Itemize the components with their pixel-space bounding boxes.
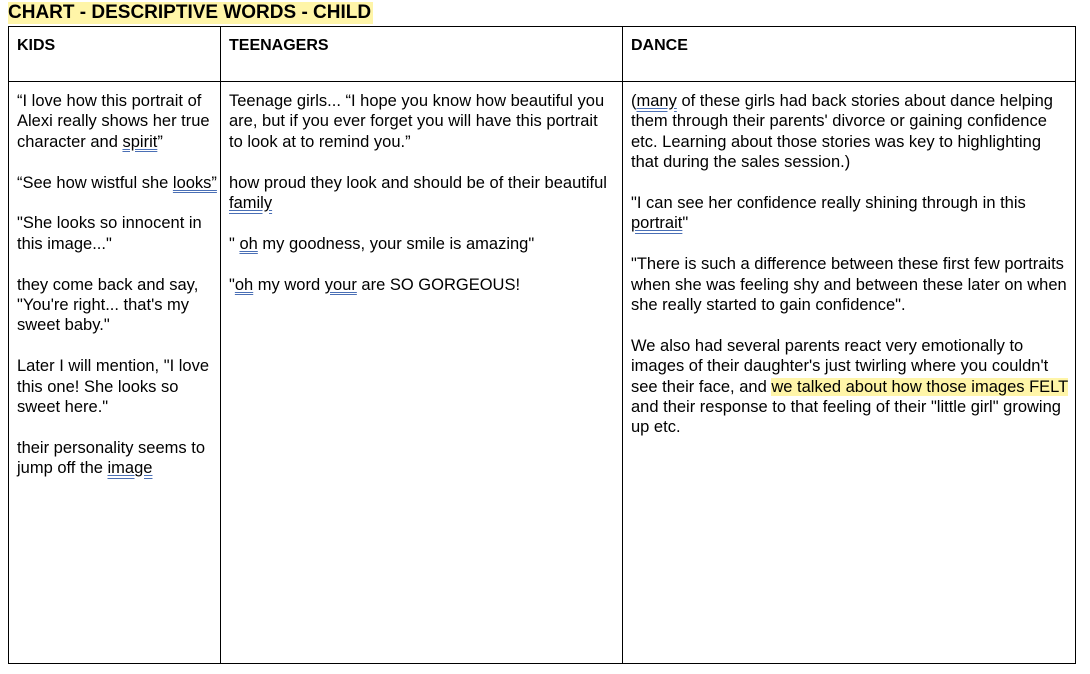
spellcheck-word: spirit bbox=[122, 132, 158, 151]
spellcheck-word: your bbox=[324, 275, 357, 294]
kids-quote-2: “See how wistful she looks” bbox=[17, 173, 217, 192]
dance-note-1: (many of these girls had back stories about dance helping them through their parents' divorce or gaining confidence etc. Learning about those stories was key to highlighting that during the sales session.) bbox=[631, 92, 1053, 172]
kids-quote-1: “I love how this portrait of Alexi really shows her true character and spirit” bbox=[17, 92, 210, 151]
dance-quote-3: "There is such a difference between these first few portraits when she was feeling shy and between these later on when she really started to gain confidence". bbox=[631, 255, 1067, 315]
cell-teenagers bbox=[229, 91, 614, 315]
header-row-divider bbox=[9, 81, 1075, 82]
spellcheck-word: many bbox=[636, 92, 677, 110]
highlighted-text: we talked about how those images FELT bbox=[771, 377, 1068, 396]
teens-quote-4: "oh my word your are SO GORGEOUS! bbox=[229, 275, 521, 294]
spellcheck-word: oh bbox=[234, 275, 254, 294]
kids-quote-4: they come back and say, "You're right... that's my sweet baby." bbox=[17, 275, 199, 335]
kids-quote-5: Later I will mention, "I love this one! She looks so sweet here." bbox=[17, 357, 210, 417]
spellcheck-word: portrait bbox=[631, 214, 683, 233]
cell-kids bbox=[17, 91, 217, 499]
column-divider bbox=[622, 27, 623, 663]
document-title: CHART - DESCRIPTIVE WORDS - CHILD bbox=[8, 2, 372, 23]
spellcheck-word: image bbox=[107, 459, 153, 478]
header-dance: DANCE bbox=[631, 37, 688, 54]
dance-quote-2: "I can see her confidence really shining through in this portrait" bbox=[631, 194, 1026, 233]
header-kids: KIDS bbox=[17, 37, 56, 54]
spellcheck-word: family bbox=[229, 194, 273, 213]
descriptive-words-table bbox=[8, 26, 1076, 664]
dance-note-4: We also had several parents react very emotionally to images of their daughter's just twirling where you couldn't see their face, and we talked about how those images FELT and their response to that feeling of their "little girl" growing up etc. bbox=[631, 336, 1068, 437]
cell-dance bbox=[631, 91, 1069, 458]
spellcheck-word: oh bbox=[239, 234, 258, 253]
teens-quote-1: Teenage girls... “I hope you know how beautiful you are, but if you ever forget you will have this portrait to look at to remind you.” bbox=[229, 92, 605, 151]
spellcheck-word: looks” bbox=[172, 173, 217, 192]
kids-quote-6: their personality seems to jump off the image bbox=[17, 438, 206, 478]
column-divider bbox=[220, 27, 221, 663]
teens-quote-2: how proud they look and should be of their beautiful family bbox=[229, 173, 607, 213]
kids-quote-3: "She looks so innocent in this image..." bbox=[17, 214, 202, 253]
teens-quote-3: " oh my goodness, your smile is amazing" bbox=[229, 234, 535, 253]
header-teenagers: TEENAGERS bbox=[229, 37, 329, 54]
